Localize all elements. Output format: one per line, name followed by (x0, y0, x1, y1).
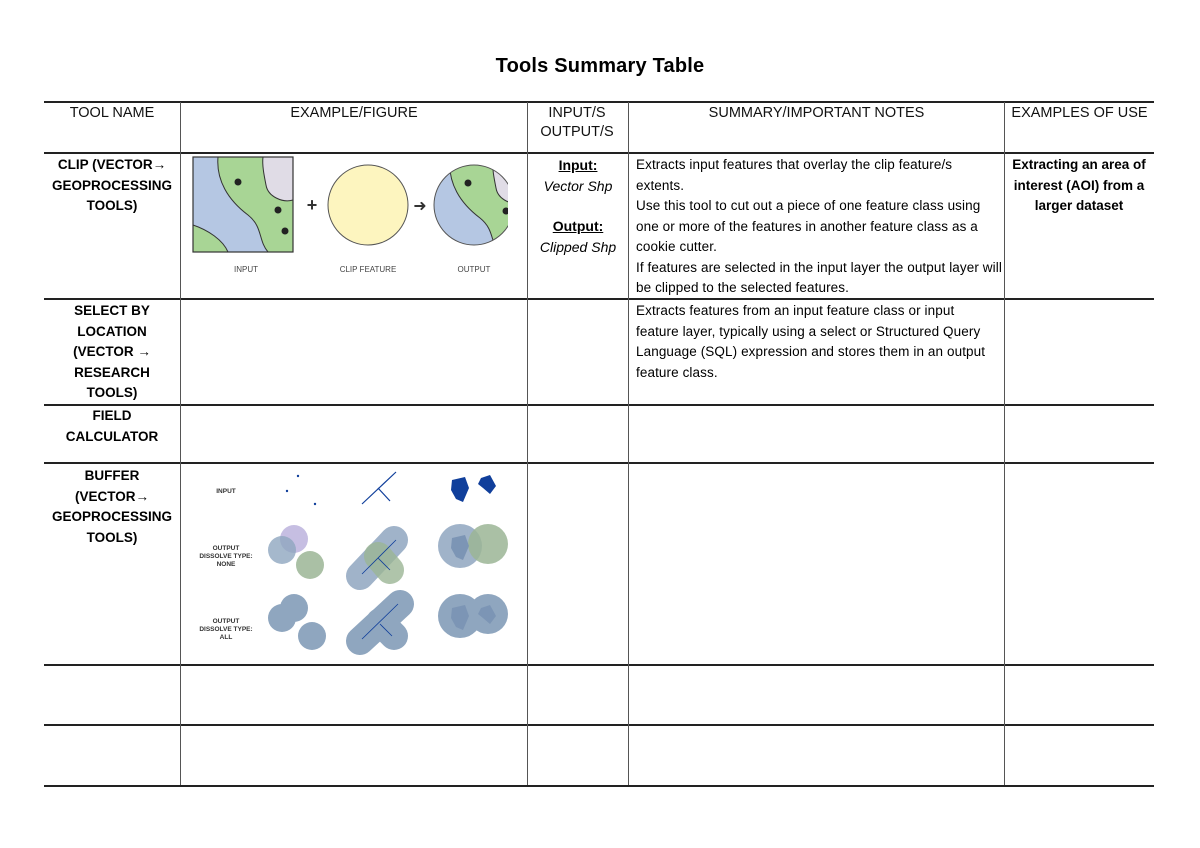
clip-notes (636, 155, 1002, 299)
row-rule-3 (44, 462, 1154, 464)
clip-output-value: Clipped Shp (539, 238, 617, 255)
clip-output-caption: OUTPUT (457, 265, 491, 274)
clip-example-use: Extracting an area of interest (AOI) from a larger dataset (1012, 157, 1146, 213)
page-title: Tools Summary Table (495, 55, 705, 77)
header-example: EXAMPLE/FIGURE (290, 105, 418, 121)
col-divider-3 (628, 102, 629, 785)
col-divider-1 (180, 102, 181, 785)
header-use: EXAMPLES OF USE (1011, 105, 1148, 121)
row-rule-5 (44, 724, 1154, 726)
header-rule (44, 152, 1154, 154)
row-rule-2 (44, 404, 1154, 406)
header-io: INPUT/S OUTPUT/S (540, 105, 614, 140)
buffer-input-lines (362, 472, 396, 504)
buffer-all-label-1: OUTPUT (212, 618, 240, 625)
clip-note-2: Use this tool to cut out a piece of one feature class using one or more of the features in another feature class as a cookie cutter. (636, 198, 981, 254)
clip-input-map (193, 157, 293, 252)
tool-name-select-by-location: SELECT BY LOCATION (VECTOR → RESEARCH TOOLS) (73, 303, 151, 400)
buffer-none-points (268, 525, 324, 579)
clip-arrow: ➜ (413, 198, 427, 215)
buffer-input-polygons (451, 475, 496, 502)
tool-name-field-calculator: FIELD CALCULATOR (65, 408, 159, 444)
buffer-none-label-1: OUTPUT (212, 545, 240, 552)
clip-input-caption: INPUT (234, 265, 258, 274)
buffer-none-label-2: DISSOLVE TYPE: (199, 553, 253, 560)
col-divider-4 (1004, 102, 1005, 785)
buffer-none-label-3: NONE (216, 561, 236, 568)
clip-input-value: Vector Shp (543, 177, 613, 194)
buffer-all-label-2: DISSOLVE TYPE: (199, 626, 253, 633)
clip-io (529, 155, 627, 257)
table-top-rule (44, 101, 1154, 103)
clip-figure (188, 155, 508, 280)
buffer-all-polygons (438, 594, 508, 638)
buffer-none-lines (360, 540, 396, 576)
clip-note-3: If features are selected in the input layer the output layer will be clipped to the selected features. (636, 259, 1002, 295)
tool-name-buffer: BUFFER (VECTOR→ GEOPROCESSING TOOLS) (51, 468, 173, 545)
clip-feature-caption: CLIP FEATURE (339, 265, 397, 274)
select-note-1: Extracts features from an input feature class or input feature layer, typically using a select or Structured Query Language (SQL) expression and stores them in an output feature class. (636, 303, 986, 380)
buffer-all-points (268, 594, 326, 650)
buffer-all-lines (360, 604, 400, 641)
table-bottom-rule (44, 785, 1154, 787)
tool-name-clip: CLIP (VECTOR→ GEOPROCESSING TOOLS) (51, 157, 173, 213)
row-rule-4 (44, 664, 1154, 666)
buffer-figure (190, 466, 520, 661)
buffer-input-points (286, 475, 316, 505)
buffer-none-polygons (438, 524, 508, 568)
buffer-input-label: INPUT (216, 488, 236, 495)
clip-feature-circle (328, 165, 408, 245)
header-notes: SUMMARY/IMPORTANT NOTES (708, 105, 925, 121)
clip-output-label: Output: (552, 218, 604, 234)
header-tool-name: TOOL NAME (69, 105, 155, 121)
clip-output-map (428, 160, 508, 255)
select-notes (636, 301, 998, 383)
clip-plus: + (306, 195, 318, 215)
col-divider-2 (527, 102, 528, 785)
buffer-all-label-3: ALL (219, 634, 233, 641)
clip-note-1: Extracts input features that overlay the clip feature/s extents. (636, 157, 953, 193)
clip-input-label: Input: (558, 157, 598, 173)
